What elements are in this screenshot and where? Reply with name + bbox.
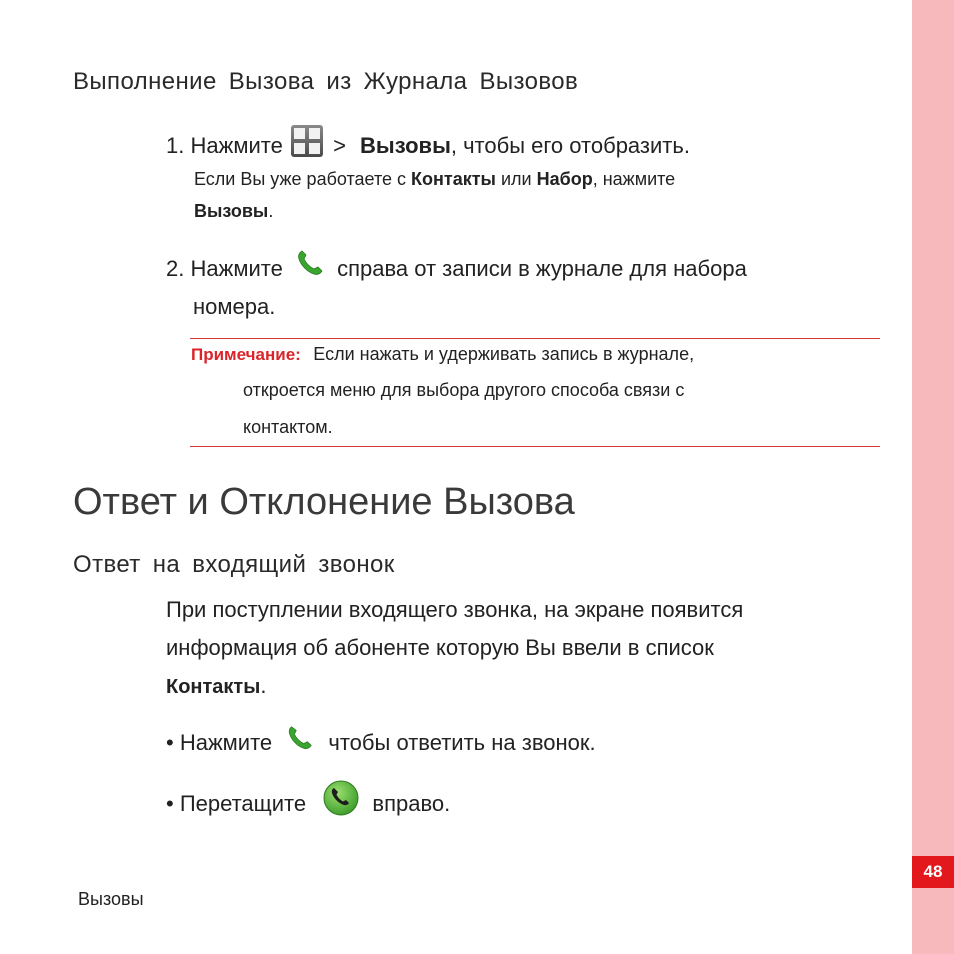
bullet-2-post: вправо.	[372, 790, 451, 816]
bullet-1-pre: • Нажмите	[166, 730, 273, 755]
step-2-line-2: номера.	[193, 294, 276, 319]
step-1-separator: >	[333, 132, 346, 158]
step-1-post: , чтобы его отобразить.	[450, 132, 690, 158]
bullet-2	[166, 787, 450, 823]
note-label: Примечание:	[191, 345, 301, 364]
note-first-line	[191, 344, 694, 365]
section-heading: Выполнение Вызова из Журнала Вызовов	[73, 68, 579, 95]
step-2-number: 2.	[166, 256, 185, 281]
page-number: 48	[912, 856, 954, 888]
step-2	[166, 256, 747, 284]
step-1-sub-mid: или	[500, 169, 532, 189]
bullet-1	[166, 730, 596, 758]
paragraph-line-3	[166, 673, 266, 699]
phone-drag-icon	[322, 779, 360, 823]
paragraph-end: .	[260, 673, 267, 698]
footer-section-name: Вызовы	[78, 889, 144, 909]
chapter-title: Ответ и Отклонение Вызова	[73, 481, 575, 523]
paragraph-line-2: информация об абоненте которую Вы ввели в список	[166, 635, 714, 660]
bullet-1-post: чтобы ответить на звонок.	[328, 730, 596, 755]
step-1-pre: Нажмите	[190, 132, 283, 158]
step-2-post: справа от записи в журнале для набора	[337, 256, 747, 281]
step-1-sub-bold-contacts: Контакты	[411, 169, 496, 189]
step-1-sub-pre: Если Вы уже работаете с	[194, 169, 407, 189]
step-1-subtext	[194, 169, 675, 190]
note-bottom-rule	[190, 446, 880, 447]
note-text-2: откроется меню для выбора другого способа связи с	[243, 380, 685, 400]
step-1-sub2-post: .	[268, 201, 274, 221]
phone-answer-icon	[286, 724, 314, 758]
bullet-2-pre: • Перетащите	[166, 790, 307, 816]
note-top-rule	[190, 338, 880, 339]
step-1-target: Вызовы	[360, 132, 451, 158]
step-2-pre: Нажмите	[190, 256, 283, 281]
note-text-1: Если нажать и удерживать запись в журнале,	[313, 344, 695, 364]
paragraph-bold-contacts: Контакты	[166, 676, 261, 698]
step-1-sub-bold-dial: Набор	[536, 169, 593, 189]
step-1-subtext-2	[194, 201, 273, 222]
grid-menu-icon	[291, 125, 323, 163]
step-1-number: 1.	[166, 132, 185, 158]
subsection-heading: Ответ на входящий звонок	[73, 551, 395, 578]
step-1-sub-post: , нажмите	[592, 169, 676, 189]
page-side-bar	[912, 0, 954, 954]
note-text-3: контактом.	[243, 417, 333, 437]
paragraph-line-1: При поступлении входящего звонка, на экране появится	[166, 597, 744, 622]
step-1	[166, 131, 690, 163]
phone-call-icon	[295, 248, 325, 284]
step-1-sub2-bold: Вызовы	[194, 201, 269, 221]
